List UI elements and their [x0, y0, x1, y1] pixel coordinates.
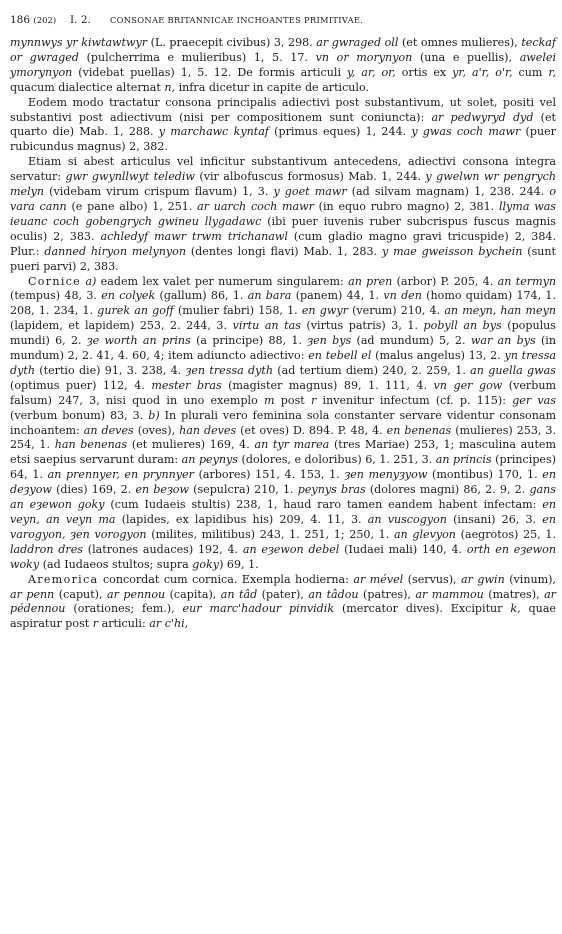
body-text-segment: (magister magnus) 89, 1. 111, 4.	[221, 378, 434, 392]
body-text-segment: (verbum bonum) 83, 3.	[10, 408, 149, 422]
body-text	[10, 36, 556, 632]
example-word: m	[264, 393, 275, 407]
body-text-segment: (oves),	[133, 423, 180, 437]
example-word: en deȝyow	[10, 468, 556, 497]
example-word: an tyr marea	[254, 438, 330, 452]
body-text-segment: quae aspiratur post	[10, 602, 556, 631]
example-word: y mae gweisson bychein	[381, 244, 523, 258]
example-word: an meyn, han meyn	[444, 304, 556, 318]
example-word: han deves	[179, 423, 237, 437]
example-word: orth en eȝewon woky	[10, 542, 557, 571]
example-word: ar pédennou	[10, 587, 556, 616]
body-text-segment: (ibi puer iuvenis ruber subcrispus fuscus magnis oculis) 2, 383.	[10, 214, 556, 243]
example-word: en beȝow	[135, 483, 189, 497]
body-text-segment: (insani) 26, 3.	[446, 513, 543, 526]
body-text-segment: quacum dialectice alternat	[10, 80, 165, 94]
body-text-segment: articuli:	[98, 617, 150, 631]
body-text-segment: invenitur infectum (cf. p. 115):	[316, 393, 513, 407]
example-word: ȝen menyȝyow	[344, 468, 428, 482]
body-text-segment: (in mundum) 2, 2. 41, 4. 60, 4; item adiuncto adiectivo:	[10, 334, 556, 363]
body-text-segment: cum	[512, 65, 549, 79]
example-word: ar gwraged oll	[316, 36, 399, 49]
body-text-segment: (ad tertium diem) 240, 2. 259, 1.	[272, 363, 471, 377]
body-text-segment: (mulier fabri) 158, 1.	[173, 304, 302, 318]
body-text-segment: (latrones audaces) 192, 4.	[82, 542, 243, 556]
example-word: y gwas coch mawr	[411, 125, 521, 139]
body-text-segment: (servus),	[403, 572, 462, 586]
page-number-text: 186	[10, 14, 31, 26]
body-text-segment: (ad Iudaeos stultos; supra	[39, 557, 193, 571]
example-word: gurek an goff	[97, 304, 174, 318]
example-word: an bara	[247, 289, 292, 303]
body-text-segment: (Iudaei mali) 140, 4.	[339, 542, 467, 556]
example-word: ger vas	[512, 393, 556, 407]
body-text-segment: (et quarto die) Mab. 1, 288.	[10, 110, 556, 139]
example-word: an peynys	[181, 453, 238, 467]
example-word: an pren	[348, 274, 393, 288]
body-text-segment: (dies) 169, 2.	[51, 483, 136, 497]
body-text-segment: (mulieres) 253, 3. 254, 1.	[10, 423, 556, 452]
body-text-segment: (videbat puellas) 1, 5. 12. De formis articuli	[72, 65, 347, 79]
example-word: r	[310, 393, 317, 407]
example-word: k,	[510, 602, 521, 616]
body-text-segment: (et mulieres) 169, 4.	[127, 438, 255, 452]
example-word: laddron dres	[10, 542, 83, 556]
body-text-segment: (aegrotos) 25, 1.	[455, 527, 556, 541]
example-word: en varogyon, ȝen vorogyon	[10, 513, 556, 541]
body-text-segment: (tres Mariae) 253, 1; masculina autem etsi saepius servarunt duram:	[10, 438, 556, 467]
example-word: mester bras	[151, 378, 222, 392]
body-text-segment: (L. praecepit civibus) 3, 298.	[147, 36, 317, 49]
example-word: han benenas	[54, 438, 128, 452]
body-text-segment: (tertio die) 91, 3. 238, 4.	[34, 363, 186, 377]
body-text-segment: (lapides, ex lapidibus his) 209, 4. 11, 3.	[115, 513, 368, 526]
example-word: ar mével	[353, 572, 404, 586]
body-text-segment: (vinum),	[504, 572, 556, 586]
body-text-segment: (cum gladio magno gravi tricuspide) 2, 384. Plur.:	[10, 229, 556, 258]
example-word: peynys bras	[297, 483, 366, 497]
example-word: y, ar, or,	[346, 65, 396, 79]
example-word: y gwelwn wr pengrych melyn	[10, 170, 556, 199]
example-word: virtu an tas	[232, 319, 301, 333]
example-word: ar mammou	[415, 587, 484, 601]
example-word: an eȝewon debel	[242, 542, 340, 556]
body-text-segment: (cum Iudaeis stultis) 238, 1, haud raro tamen eandem habent infectam:	[104, 498, 543, 512]
body-text-segment: (e pane albo) 1, 251.	[66, 199, 198, 213]
example-word: an tâdou	[308, 587, 359, 601]
example-word: y goet mawr	[273, 185, 347, 199]
page-number	[10, 14, 56, 26]
body-text-segment: (arbor) P. 205, 4.	[392, 274, 498, 288]
body-text-segment: ) 69, 1.	[219, 557, 259, 571]
body-text-segment: (dentes longi flavi) Mab. 1, 283.	[186, 244, 382, 258]
example-word: en colyek	[101, 289, 156, 303]
example-word: r,	[548, 65, 557, 79]
running-header	[10, 14, 552, 30]
paragraph	[10, 96, 556, 156]
body-text-segment: (panem) 44, 1.	[291, 289, 384, 303]
example-word: yr, a'r, o'r,	[452, 65, 513, 79]
body-text-segment: (caput),	[54, 587, 107, 601]
body-text-segment: (patres),	[358, 587, 416, 601]
running-title: CONSONAE BRITANNICAE INCHOANTES PRIMITIVAE.	[110, 15, 364, 25]
section-number: I. 2.	[70, 14, 91, 26]
example-word: o vara cann	[10, 185, 556, 213]
body-text-segment: (puer rubicundus magnus) 2, 382.	[10, 125, 556, 154]
body-text-segment: Eodem modo tractatur consona principalis adiectivi post substantivum, ut solet, positi vel substantivi post adiectivum (nisi per compositionem sunt coniuncta):	[10, 95, 556, 124]
body-text-segment: (una e puellis),	[412, 50, 520, 64]
body-text-segment: (lapidem, et lapidem) 253, 2. 244, 3.	[10, 319, 233, 333]
body-text-segment: (primus eques) 1, 244.	[268, 125, 412, 139]
example-word: eur marc'hadour pinvidik	[182, 602, 335, 616]
body-text-segment: (et omnes mulieres),	[398, 36, 522, 49]
body-text-segment: (populus mundi) 6, 2.	[10, 319, 556, 348]
example-word: an termyn	[497, 274, 557, 288]
example-word: b)	[148, 408, 160, 422]
body-text-segment: (matres),	[483, 587, 545, 601]
body-text-segment: eadem lex valet per numerum singularem:	[96, 274, 349, 288]
body-text-segment: (sepulcra) 210, 1.	[188, 483, 298, 497]
example-word: an tâd	[220, 587, 258, 601]
example-word: en gwyr	[301, 304, 348, 318]
body-text-segment: (ad mundum) 5, 2.	[351, 334, 471, 348]
body-text-segment: (homo quidam) 174, 1. 208, 1. 234, 1.	[10, 289, 557, 318]
body-text-segment: (verum) 210, 4.	[347, 304, 445, 318]
body-text-segment: (a principe) 88, 1.	[190, 334, 308, 348]
paragraph	[10, 155, 556, 274]
example-word: en veyn, an veyn ma	[10, 498, 556, 526]
example-word: en tebell el	[308, 349, 372, 363]
example-word: ȝen tressa dyth	[185, 363, 273, 377]
example-word: vn ger gow	[433, 378, 503, 392]
spaced-heading-word: Aremorica	[28, 572, 99, 586]
body-text-segment: (orationes; fem.),	[65, 602, 183, 616]
example-word: en benenas	[386, 423, 452, 437]
body-text-segment: (arbores) 151, 4. 153, 1.	[193, 468, 345, 482]
body-text-segment: (dolores, e doloribus) 6, 1. 251, 3.	[237, 453, 436, 467]
body-text-segment: concordat cum cornica. Exempla hodierna:	[98, 572, 354, 586]
example-word: ar c'hi,	[149, 617, 189, 631]
example-word: ȝe worth an prins	[86, 334, 191, 348]
example-word: llyma was ieuanc coch gobengrych gwineu llygadawc	[10, 199, 556, 228]
example-word: gans an eȝewon goky	[10, 483, 556, 512]
example-word: an vuscogyon	[367, 513, 447, 526]
example-word: war an bys	[470, 334, 536, 348]
example-word: gwr gwynllwyt telediw	[65, 170, 195, 184]
body-text-segment: (principes) 64, 1.	[10, 453, 557, 482]
body-text-segment: post	[274, 393, 311, 407]
example-word: mynnwys yr kiwtawtwyr	[10, 36, 148, 49]
body-text-segment: (mercator dives). Excipitur	[334, 602, 511, 616]
example-word: r	[92, 617, 99, 631]
body-text-segment: (verbum falsum) 247, 3, nisi quod in uno exemplo	[10, 378, 557, 407]
paragraph	[10, 36, 556, 96]
example-word: ȝen bys	[307, 334, 352, 348]
example-word: an princis	[435, 453, 492, 467]
body-text-segment: (vir albofuscus formosus) Mab. 1, 244.	[194, 170, 426, 184]
page-number-original: (202)	[33, 16, 57, 26]
body-text-segment: (optimus puer) 112, 4.	[10, 378, 152, 392]
body-text-segment: (in equo rubro magno) 2, 381.	[313, 199, 499, 213]
paragraph	[10, 573, 556, 633]
example-word: ar pedwyryd dyd	[431, 110, 534, 124]
body-text-segment: (milites, militibus) 243, 1. 251, 1; 250, 1.	[146, 527, 394, 541]
paragraph	[10, 275, 556, 573]
example-word: ar pennou	[106, 587, 166, 601]
example-word: ar penn	[10, 587, 55, 601]
body-text-segment: (et oves) D. 894. P. 48, 4.	[236, 423, 387, 437]
body-text-segment: (virtus patris) 3, 1.	[300, 319, 424, 333]
example-word: an glevyon	[393, 527, 456, 541]
example-word: ar gwin	[461, 572, 505, 586]
body-text-segment: (ad silvam magnam) 1, 238. 244.	[346, 185, 550, 199]
body-text-segment: (gallum) 86, 1.	[155, 289, 248, 303]
example-word: an guella gwas	[470, 363, 556, 377]
body-text-segment: infra dicetur in capite de articulo.	[175, 80, 369, 94]
body-text-segment: (malus angelus) 13, 2.	[371, 349, 505, 363]
example-word: vn or morynyon	[315, 50, 413, 64]
body-text-segment: (capita),	[165, 587, 221, 601]
example-word: a)	[85, 274, 97, 288]
example-word: pobyll an bys	[423, 319, 502, 333]
body-text-segment: Etiam si abest articulus vel inficitur substantivum antecedens, adiectivi consona integra servatur:	[10, 155, 556, 184]
body-text-segment: (montibus) 170, 1.	[427, 468, 543, 482]
example-word: n,	[164, 80, 176, 94]
example-word: goky	[192, 557, 220, 571]
example-word: achledyf mawr trwm trichanawl	[100, 229, 288, 243]
body-text-segment: (tempus) 48, 3.	[10, 289, 102, 303]
example-word: ar uarch coch mawr	[197, 199, 314, 213]
example-word: an prennyer, en prynnyer	[47, 468, 194, 482]
body-text-segment: (sunt pueri parvi) 2, 383.	[10, 244, 557, 273]
body-text-segment: In plurali vero feminina sola constanter servare videntur consonam inchoantem:	[10, 408, 557, 437]
example-word: teckaf or gwraged	[10, 36, 557, 64]
spaced-heading-word: Cornice	[28, 274, 82, 288]
example-word: vn den	[383, 289, 422, 303]
example-word: yn tressa dyth	[10, 349, 556, 377]
body-text-segment: ortis ex	[395, 65, 453, 79]
body-text-segment: (videbam virum crispum flavum) 1, 3.	[44, 185, 274, 199]
example-word: an deves	[83, 423, 134, 437]
body-text-segment: (dolores magni) 86, 2. 9, 2.	[365, 483, 530, 497]
example-word: y marchawc kyntaf	[158, 125, 269, 139]
example-word: awelei ymorynyon	[10, 50, 557, 79]
body-text-segment: (pulcherrima e mulieribus) 1, 5. 17.	[78, 50, 316, 64]
example-word: danned hiryon melynyon	[44, 244, 186, 258]
body-text-segment: (pater),	[257, 587, 309, 601]
